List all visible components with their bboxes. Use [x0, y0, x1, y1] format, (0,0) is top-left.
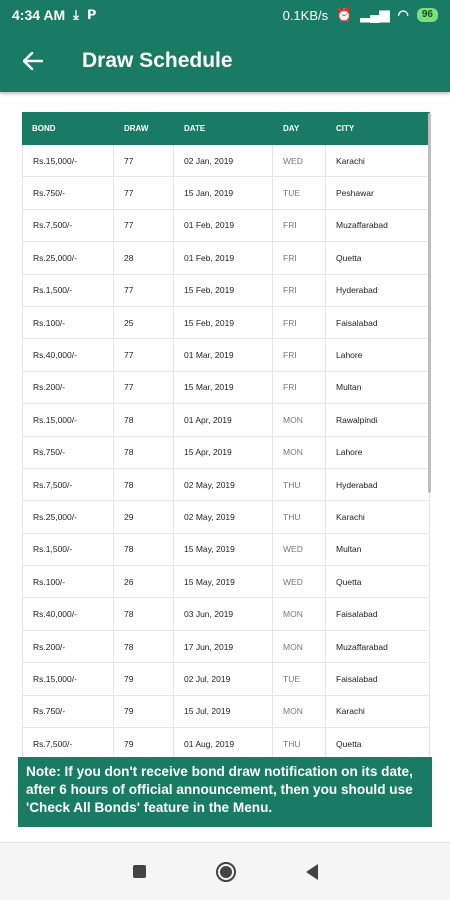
cell-draw: 77 — [114, 145, 174, 176]
cell-draw: 79 — [114, 663, 174, 694]
table-row — [22, 404, 430, 436]
cell-city: Faisalabad — [326, 598, 430, 629]
cell-bond: Rs.25,000/- — [22, 501, 114, 532]
cell-bond: Rs.15,000/- — [22, 663, 114, 694]
header-date: DATE — [184, 124, 206, 133]
cell-draw: 79 — [114, 728, 174, 757]
cell-date: 15 Mar, 2019 — [174, 372, 273, 403]
header-day: DAY — [283, 124, 300, 133]
cell-date: 03 Jun, 2019 — [174, 598, 273, 629]
cell-date: 01 Aug, 2019 — [174, 728, 273, 757]
page-title: Draw Schedule — [82, 49, 233, 72]
wifi-icon: ◠ — [397, 7, 409, 22]
cell-day: TUE — [273, 177, 326, 208]
table-row — [22, 372, 430, 404]
cell-city: Lahore — [326, 339, 430, 370]
cell-bond: Rs.7,500/- — [22, 210, 114, 241]
table-row — [22, 501, 430, 533]
header-draw: DRAW — [124, 124, 149, 133]
cell-city: Quetta — [326, 242, 430, 273]
cell-bond: Rs.750/- — [22, 437, 114, 468]
table-row — [22, 631, 430, 663]
cell-day: FRI — [273, 275, 326, 306]
status-time: 4:34 AM — [12, 7, 66, 23]
network-speed: 0.1KB/s — [282, 7, 329, 23]
table-row — [22, 469, 430, 501]
cell-date: 15 May, 2019 — [174, 534, 273, 565]
cell-city: Rawalpindi — [326, 404, 430, 435]
cell-draw: 77 — [114, 372, 174, 403]
table-row — [22, 145, 430, 177]
cell-day: THU — [273, 501, 326, 532]
table-header — [22, 112, 430, 145]
arrow-left-icon — [23, 46, 43, 77]
table-row — [22, 275, 430, 307]
cell-day: WED — [273, 145, 326, 176]
cell-bond: Rs.7,500/- — [22, 469, 114, 500]
cell-draw: 28 — [114, 242, 174, 273]
download-icon: ⤓ — [73, 7, 79, 22]
cell-day: FRI — [273, 242, 326, 273]
cell-draw: 77 — [114, 339, 174, 370]
cell-city: Faisalabad — [326, 307, 430, 338]
status-bar — [0, 0, 450, 30]
table-row — [22, 177, 430, 209]
cell-city: Hyderabad — [326, 469, 430, 500]
cell-day: THU — [273, 469, 326, 500]
cell-day: WED — [273, 534, 326, 565]
signal-icon: ▂▄▆ — [360, 7, 390, 22]
cell-day: FRI — [273, 307, 326, 338]
battery-icon: 96 — [417, 8, 438, 22]
cell-draw: 78 — [114, 598, 174, 629]
cell-city: Quetta — [326, 728, 430, 757]
cell-city: Muzaffarabad — [326, 631, 430, 662]
cell-city: Muzaffarabad — [326, 210, 430, 241]
cell-bond: Rs.40,000/- — [22, 598, 114, 629]
cell-city: Peshawar — [326, 177, 430, 208]
cell-day: FRI — [273, 339, 326, 370]
cell-draw: 79 — [114, 696, 174, 727]
cell-date: 17 Jun, 2019 — [174, 631, 273, 662]
cell-day: TUE — [273, 663, 326, 694]
triangle-back-icon[interactable] — [306, 864, 318, 880]
cell-city: Quetta — [326, 566, 430, 597]
table-row — [22, 339, 430, 371]
cell-date: 02 Jan, 2019 — [174, 145, 273, 176]
cell-city: Karachi — [326, 145, 430, 176]
cell-city: Multan — [326, 534, 430, 565]
cell-draw: 26 — [114, 566, 174, 597]
cell-day: MON — [273, 598, 326, 629]
table-row — [22, 210, 430, 242]
cell-bond: Rs.15,000/- — [22, 145, 114, 176]
cell-day: MON — [273, 696, 326, 727]
table-row — [22, 534, 430, 566]
table-row — [22, 307, 430, 339]
header-bond: BOND — [32, 124, 56, 133]
cell-day: MON — [273, 631, 326, 662]
cell-date: 01 Feb, 2019 — [174, 242, 273, 273]
cell-bond: Rs.40,000/- — [22, 339, 114, 370]
cell-draw: 29 — [114, 501, 174, 532]
cell-city: Karachi — [326, 696, 430, 727]
cell-draw: 78 — [114, 404, 174, 435]
cell-date: 01 Feb, 2019 — [174, 210, 273, 241]
note-banner: Note: If you don't receive bond draw notification on its date, after 6 hours of official announcement, then you should use 'Check All Bonds' feature in the Menu. — [18, 757, 432, 827]
table-row — [22, 242, 430, 274]
cell-bond: Rs.25,000/- — [22, 242, 114, 273]
system-nav-bar — [0, 842, 450, 900]
cell-draw: 78 — [114, 437, 174, 468]
draw-schedule-table[interactable] — [22, 112, 430, 757]
cell-day: FRI — [273, 372, 326, 403]
cell-bond: Rs.1,500/- — [22, 534, 114, 565]
cell-bond: Rs.7,500/- — [22, 728, 114, 757]
cell-city: Multan — [326, 372, 430, 403]
back-button[interactable] — [0, 30, 66, 92]
cell-bond: Rs.100/- — [22, 566, 114, 597]
cell-city: Hyderabad — [326, 275, 430, 306]
table-row — [22, 696, 430, 728]
cell-date: 02 May, 2019 — [174, 469, 273, 500]
cell-date: 15 Jul, 2019 — [174, 696, 273, 727]
cell-date: 01 Apr, 2019 — [174, 404, 273, 435]
cell-date: 01 Mar, 2019 — [174, 339, 273, 370]
cell-draw: 78 — [114, 534, 174, 565]
cell-date: 15 Jan, 2019 — [174, 177, 273, 208]
table-body — [22, 145, 430, 757]
cell-date: 15 May, 2019 — [174, 566, 273, 597]
p-app-icon: 𝗣 — [86, 7, 97, 22]
cell-date: 15 Apr, 2019 — [174, 437, 273, 468]
header-city: CITY — [336, 124, 355, 133]
cell-draw: 77 — [114, 177, 174, 208]
circle-icon[interactable] — [216, 862, 236, 882]
cell-date: 02 May, 2019 — [174, 501, 273, 532]
table-row — [22, 437, 430, 469]
cell-draw: 78 — [114, 469, 174, 500]
cell-day: MON — [273, 437, 326, 468]
cell-draw: 77 — [114, 275, 174, 306]
cell-date: 15 Feb, 2019 — [174, 307, 273, 338]
cell-day: MON — [273, 404, 326, 435]
cell-draw: 78 — [114, 631, 174, 662]
cell-draw: 25 — [114, 307, 174, 338]
cell-day: FRI — [273, 210, 326, 241]
cell-bond: Rs.750/- — [22, 696, 114, 727]
table-row — [22, 566, 430, 598]
cell-draw: 77 — [114, 210, 174, 241]
cell-day: WED — [273, 566, 326, 597]
table-row — [22, 728, 430, 757]
cell-bond: Rs.15,000/- — [22, 404, 114, 435]
cell-bond: Rs.1,500/- — [22, 275, 114, 306]
table-row — [22, 598, 430, 630]
scrollbar[interactable] — [428, 113, 431, 493]
cell-bond: Rs.200/- — [22, 372, 114, 403]
app-bar — [0, 30, 450, 92]
alarm-icon: ⏰ — [336, 7, 353, 22]
cell-bond: Rs.100/- — [22, 307, 114, 338]
square-icon[interactable] — [133, 865, 146, 878]
table-row — [22, 663, 430, 695]
cell-city: Karachi — [326, 501, 430, 532]
cell-bond: Rs.200/- — [22, 631, 114, 662]
cell-date: 02 Jul, 2019 — [174, 663, 273, 694]
cell-date: 15 Feb, 2019 — [174, 275, 273, 306]
cell-bond: Rs.750/- — [22, 177, 114, 208]
cell-day: THU — [273, 728, 326, 757]
cell-city: Lahore — [326, 437, 430, 468]
cell-city: Faisalabad — [326, 663, 430, 694]
